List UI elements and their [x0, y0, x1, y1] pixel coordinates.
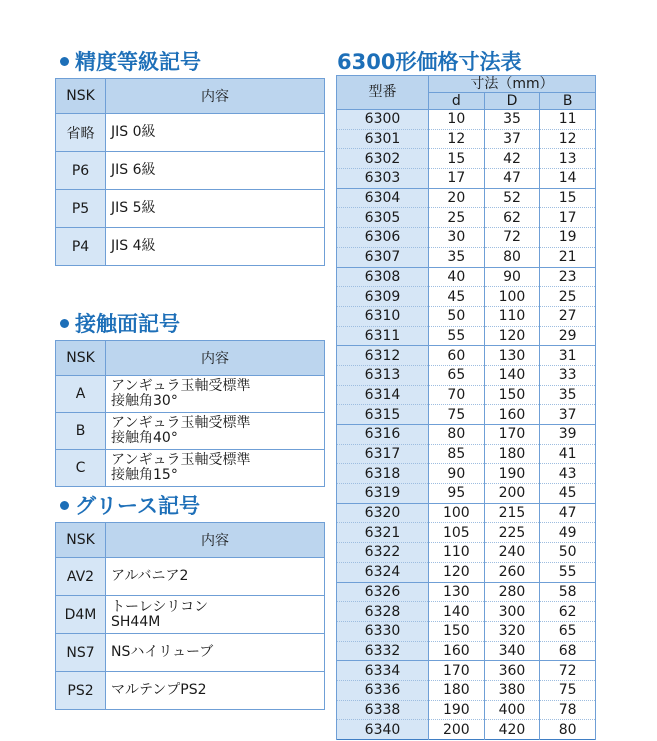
- dimension-cell: 40: [429, 267, 485, 287]
- dimension-cell: 35: [484, 110, 540, 130]
- table-row: [56, 634, 325, 672]
- dimensions-table: [336, 75, 596, 740]
- dimension-cell: 25: [429, 208, 485, 228]
- dimension-cell: 62: [484, 208, 540, 228]
- dimension-cell: 360: [484, 661, 540, 681]
- dimension-cell: 70: [429, 385, 485, 405]
- dimension-cell: 120: [429, 562, 485, 582]
- code-cell: AV2: [56, 558, 106, 596]
- dimension-cell: 80: [540, 720, 596, 740]
- desc-cell: アンギュラ玉軸受標準 接触角30°: [106, 376, 325, 413]
- table-row: [337, 208, 596, 228]
- dimension-cell: 160: [484, 405, 540, 425]
- dimension-cell: 49: [540, 523, 596, 543]
- header-content: 内容: [106, 341, 325, 376]
- dimension-cell: 37: [540, 405, 596, 425]
- dimension-cell: 30: [429, 228, 485, 248]
- table-row: [337, 641, 596, 661]
- table-row: [337, 326, 596, 346]
- table-row: [337, 503, 596, 523]
- dimension-cell: 58: [540, 582, 596, 602]
- dimension-cell: 45: [540, 484, 596, 504]
- dimension-cell: 160: [429, 641, 485, 661]
- model-cell: 6334: [337, 661, 429, 681]
- model-cell: 6314: [337, 385, 429, 405]
- table-row: [337, 306, 596, 326]
- code-cell: PS2: [56, 672, 106, 710]
- code-cell: P6: [56, 152, 106, 190]
- table-row: [337, 523, 596, 543]
- model-cell: 6315: [337, 405, 429, 425]
- model-cell: 6317: [337, 444, 429, 464]
- dimension-cell: 19: [540, 228, 596, 248]
- dimension-cell: 35: [540, 385, 596, 405]
- dimension-cell: 11: [540, 110, 596, 130]
- dimension-cell: 47: [540, 503, 596, 523]
- table-row: [56, 114, 325, 152]
- table-row: [337, 110, 596, 130]
- desc-cell: マルテンプPS2: [106, 672, 325, 710]
- dimension-cell: 60: [429, 346, 485, 366]
- model-cell: 6309: [337, 287, 429, 307]
- table-row: [337, 267, 596, 287]
- dimension-cell: 110: [429, 543, 485, 563]
- dimension-cell: 190: [429, 700, 485, 720]
- dimension-cell: 68: [540, 641, 596, 661]
- dimension-cell: 260: [484, 562, 540, 582]
- model-cell: 6307: [337, 247, 429, 267]
- model-cell: 6305: [337, 208, 429, 228]
- grease-table: [55, 522, 325, 710]
- header-content: 内容: [106, 523, 325, 558]
- model-cell: 6336: [337, 680, 429, 700]
- dimension-cell: 14: [540, 169, 596, 189]
- desc-cell: JIS 5級: [106, 190, 325, 228]
- model-cell: 6312: [337, 346, 429, 366]
- dimension-cell: 25: [540, 287, 596, 307]
- dimension-cell: 20: [429, 188, 485, 208]
- model-cell: 6322: [337, 543, 429, 563]
- code-cell: NS7: [56, 634, 106, 672]
- model-cell: 6306: [337, 228, 429, 248]
- bullet-icon: [60, 319, 69, 328]
- desc-cell: アンギュラ玉軸受標準 接触角15°: [106, 450, 325, 487]
- desc-cell: アルバニア2: [106, 558, 325, 596]
- dimension-cell: 105: [429, 523, 485, 543]
- table-row: [337, 680, 596, 700]
- model-cell: 6332: [337, 641, 429, 661]
- desc-cell: JIS 0級: [106, 114, 325, 152]
- dimension-cell: 43: [540, 464, 596, 484]
- dimension-cell: 15: [429, 149, 485, 169]
- dimension-cell: 170: [429, 661, 485, 681]
- dimension-cell: 13: [540, 149, 596, 169]
- model-cell: 6301: [337, 129, 429, 149]
- dimension-cell: 62: [540, 602, 596, 622]
- dimensions-body: [337, 110, 596, 740]
- table-row: [56, 190, 325, 228]
- dimension-cell: 320: [484, 621, 540, 641]
- table-row: [337, 247, 596, 267]
- dimension-cell: 100: [429, 503, 485, 523]
- desc-cell: JIS 4級: [106, 228, 325, 266]
- table-row: [337, 365, 596, 385]
- table-row: [337, 720, 596, 740]
- table-row: [337, 484, 596, 504]
- dimension-cell: 10: [429, 110, 485, 130]
- model-cell: 6319: [337, 484, 429, 504]
- dimension-cell: 300: [484, 602, 540, 622]
- model-cell: 6308: [337, 267, 429, 287]
- table-row: [337, 602, 596, 622]
- dimension-cell: 95: [429, 484, 485, 504]
- desc-cell: JIS 6級: [106, 152, 325, 190]
- code-cell: C: [56, 450, 106, 487]
- header-nsk: NSK: [56, 79, 106, 114]
- dimension-cell: 15: [540, 188, 596, 208]
- table-row: [337, 562, 596, 582]
- model-cell: 6340: [337, 720, 429, 740]
- header-row: [56, 341, 325, 376]
- dimension-cell: 39: [540, 425, 596, 445]
- dimension-cell: 35: [429, 247, 485, 267]
- dimension-cell: 72: [540, 661, 596, 681]
- dimension-cell: 200: [484, 484, 540, 504]
- dimension-cell: 52: [484, 188, 540, 208]
- code-cell: B: [56, 413, 106, 450]
- table-row: [337, 444, 596, 464]
- model-cell: 6310: [337, 306, 429, 326]
- table-row: [337, 287, 596, 307]
- header-d: d: [429, 93, 485, 110]
- contact-table: [55, 340, 325, 487]
- model-cell: 6316: [337, 425, 429, 445]
- model-cell: 6320: [337, 503, 429, 523]
- dimension-cell: 140: [429, 602, 485, 622]
- header-nsk: NSK: [56, 341, 106, 376]
- dimension-cell: 33: [540, 365, 596, 385]
- dimension-cell: 110: [484, 306, 540, 326]
- table-row: [337, 700, 596, 720]
- dimension-cell: 50: [540, 543, 596, 563]
- dimension-cell: 240: [484, 543, 540, 563]
- table-row: [56, 152, 325, 190]
- dimension-cell: 130: [484, 346, 540, 366]
- code-cell: 省略: [56, 114, 106, 152]
- dimension-cell: 90: [484, 267, 540, 287]
- dimension-cell: 150: [484, 385, 540, 405]
- table-row: [337, 405, 596, 425]
- model-cell: 6303: [337, 169, 429, 189]
- dimension-cell: 180: [484, 444, 540, 464]
- table-row: [337, 188, 596, 208]
- dimension-cell: 65: [540, 621, 596, 641]
- dimension-cell: 17: [540, 208, 596, 228]
- header-B: B: [540, 93, 596, 110]
- bullet-icon: [60, 57, 69, 66]
- model-cell: 6318: [337, 464, 429, 484]
- model-cell: 6324: [337, 562, 429, 582]
- code-cell: P5: [56, 190, 106, 228]
- header-model: 型番: [337, 76, 429, 110]
- model-cell: 6304: [337, 188, 429, 208]
- desc-cell: トーレシリコン SH44M: [106, 596, 325, 634]
- bullet-icon: [60, 501, 69, 510]
- table-row: [337, 425, 596, 445]
- dimension-cell: 190: [484, 464, 540, 484]
- table-row: [337, 661, 596, 681]
- dimension-cell: 55: [540, 562, 596, 582]
- model-cell: 6313: [337, 365, 429, 385]
- dimension-cell: 340: [484, 641, 540, 661]
- code-cell: A: [56, 376, 106, 413]
- dimension-cell: 75: [429, 405, 485, 425]
- table-row: [337, 149, 596, 169]
- table-row: [56, 672, 325, 710]
- header-row: [56, 79, 325, 114]
- model-cell: 6338: [337, 700, 429, 720]
- dimension-cell: 140: [484, 365, 540, 385]
- header-row: [56, 523, 325, 558]
- dimension-cell: 80: [484, 247, 540, 267]
- dimension-cell: 85: [429, 444, 485, 464]
- dimension-cell: 50: [429, 306, 485, 326]
- table-row: [337, 464, 596, 484]
- header-D: D: [484, 93, 540, 110]
- dimension-cell: 100: [484, 287, 540, 307]
- dimension-cell: 180: [429, 680, 485, 700]
- precision-heading: 精度等級記号: [60, 50, 201, 74]
- dimension-cell: 31: [540, 346, 596, 366]
- desc-cell: アンギュラ玉軸受標準 接触角40°: [106, 413, 325, 450]
- dimension-cell: 200: [429, 720, 485, 740]
- dimension-cell: 72: [484, 228, 540, 248]
- dimension-cell: 170: [484, 425, 540, 445]
- dimension-cell: 280: [484, 582, 540, 602]
- dimension-cell: 120: [484, 326, 540, 346]
- dimension-cell: 90: [429, 464, 485, 484]
- model-cell: 6321: [337, 523, 429, 543]
- table-row: [337, 543, 596, 563]
- header-nsk: NSK: [56, 523, 106, 558]
- table-row: [56, 228, 325, 266]
- table-row: [56, 413, 325, 450]
- dimension-cell: 29: [540, 326, 596, 346]
- dimension-cell: 78: [540, 700, 596, 720]
- dimension-cell: 12: [429, 129, 485, 149]
- precision-table: [55, 78, 325, 266]
- table-row: [337, 582, 596, 602]
- dimension-cell: 75: [540, 680, 596, 700]
- model-cell: 6330: [337, 621, 429, 641]
- dimensions-heading: 6300形価格寸法表: [337, 50, 522, 74]
- dimension-cell: 380: [484, 680, 540, 700]
- table-row: [337, 129, 596, 149]
- header-size: 寸法（mm）: [429, 76, 596, 93]
- header-row: [337, 76, 596, 93]
- dimension-cell: 80: [429, 425, 485, 445]
- model-cell: 6311: [337, 326, 429, 346]
- dimension-cell: 400: [484, 700, 540, 720]
- grease-heading: グリース記号: [60, 494, 200, 518]
- model-cell: 6302: [337, 149, 429, 169]
- dimension-cell: 225: [484, 523, 540, 543]
- dimension-cell: 21: [540, 247, 596, 267]
- dimension-cell: 65: [429, 365, 485, 385]
- dimension-cell: 12: [540, 129, 596, 149]
- table-row: [56, 450, 325, 487]
- table-row: [56, 558, 325, 596]
- dimension-cell: 215: [484, 503, 540, 523]
- table-row: [337, 169, 596, 189]
- table-row: [337, 346, 596, 366]
- dimension-cell: 27: [540, 306, 596, 326]
- model-cell: 6326: [337, 582, 429, 602]
- model-cell: 6300: [337, 110, 429, 130]
- dimension-cell: 420: [484, 720, 540, 740]
- table-row: [337, 385, 596, 405]
- code-cell: D4M: [56, 596, 106, 634]
- dimension-cell: 150: [429, 621, 485, 641]
- table-row: [337, 621, 596, 641]
- contact-heading: 接触面記号: [60, 312, 180, 336]
- dimension-cell: 130: [429, 582, 485, 602]
- code-cell: P4: [56, 228, 106, 266]
- desc-cell: NSハイリューブ: [106, 634, 325, 672]
- dimension-cell: 55: [429, 326, 485, 346]
- dimension-cell: 41: [540, 444, 596, 464]
- dimension-cell: 42: [484, 149, 540, 169]
- table-row: [56, 596, 325, 634]
- header-content: 内容: [106, 79, 325, 114]
- dimension-cell: 17: [429, 169, 485, 189]
- table-row: [337, 228, 596, 248]
- dimension-cell: 47: [484, 169, 540, 189]
- model-cell: 6328: [337, 602, 429, 622]
- dimension-cell: 45: [429, 287, 485, 307]
- dimension-cell: 23: [540, 267, 596, 287]
- table-row: [56, 376, 325, 413]
- dimension-cell: 37: [484, 129, 540, 149]
